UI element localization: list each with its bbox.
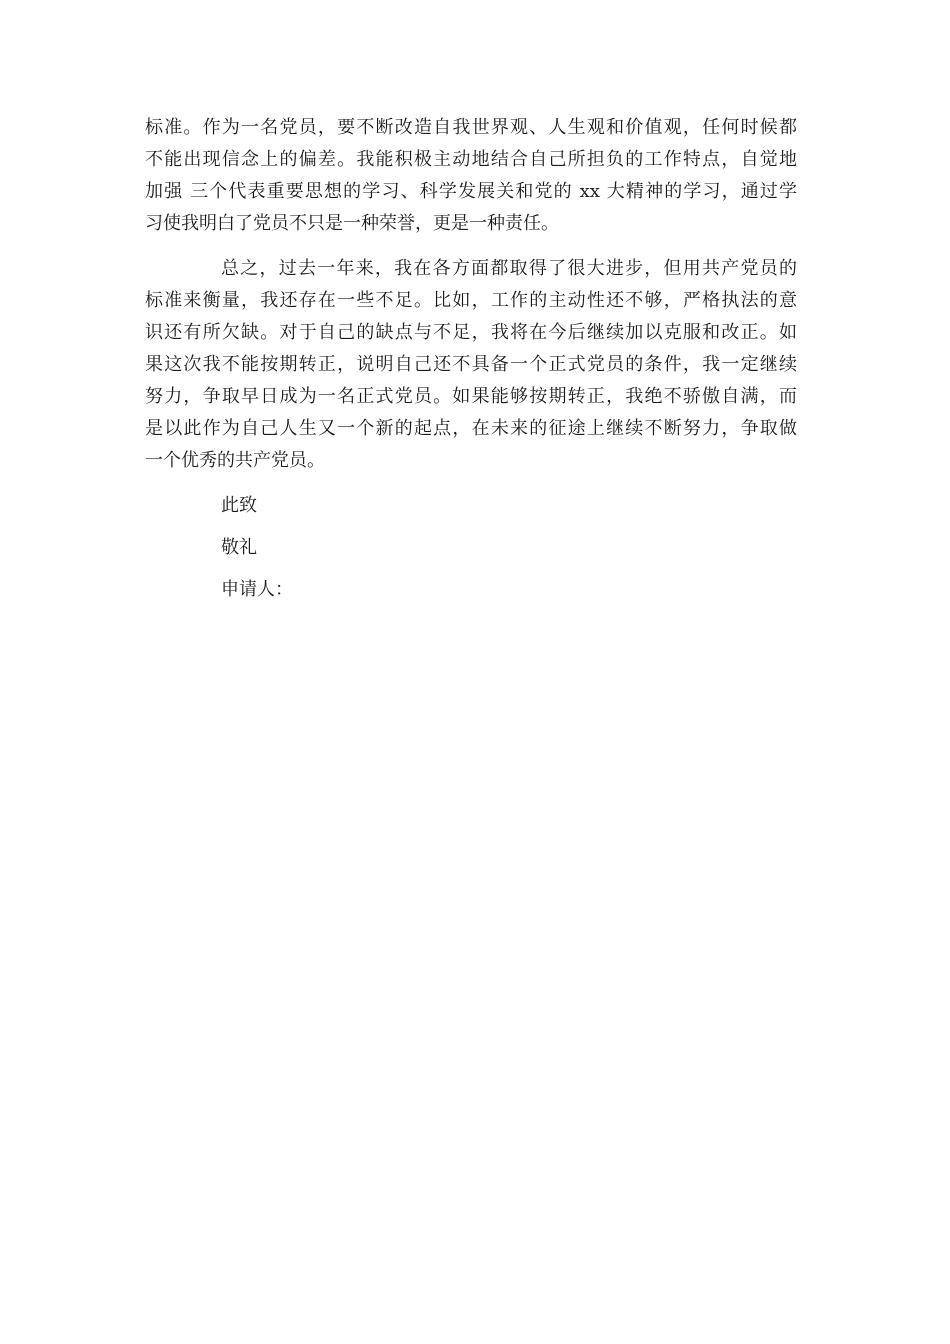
text-line: 果这次我不能按期转正，说明自己还不具备一个正式党员的条件，我一定继续 bbox=[145, 354, 797, 375]
text-line: 总之，过去一年来，我在各方面都取得了很大进步，但用共产党员的 bbox=[221, 258, 797, 279]
applicant-label: 申请人： bbox=[221, 579, 293, 600]
paragraph-2 bbox=[145, 253, 797, 477]
text-line: 标准。作为一名党员，要不断改造自我世界观、人生观和价值观，任何时候都 bbox=[145, 117, 797, 138]
salutation-text: 此致 bbox=[221, 495, 257, 516]
text-line: 习使我明白了党员不只是一种荣誉，更是一种责任。 bbox=[145, 213, 559, 234]
text-line: 一个优秀的共产党员。 bbox=[145, 450, 325, 471]
text-line: 加强 三个代表重要思想的学习、科学发展关和党的 xx 大精神的学习，通过学 bbox=[145, 181, 797, 202]
document-body bbox=[145, 112, 797, 615]
text-line: 识还有所欠缺。对于自己的缺点与不足，我将在今后继续加以克服和改正。如 bbox=[145, 322, 797, 343]
paragraph-1 bbox=[145, 112, 797, 240]
text-line: 努力，争取早日成为一名正式党员。如果能够按期转正，我绝不骄傲自满，而 bbox=[145, 386, 797, 407]
text-line: 是以此作为自己人生又一个新的起点，在未来的征途上继续不断努力，争取做 bbox=[145, 418, 797, 439]
text-line: 标准来衡量，我还存在一些不足。比如，工作的主动性还不够，严格执法的意 bbox=[145, 290, 797, 311]
letter-closing bbox=[145, 489, 797, 607]
regards-text: 敬礼 bbox=[221, 537, 257, 558]
text-line: 不能出现信念上的偏差。我能积极主动地结合自己所担负的工作特点，自觉地 bbox=[145, 149, 797, 170]
